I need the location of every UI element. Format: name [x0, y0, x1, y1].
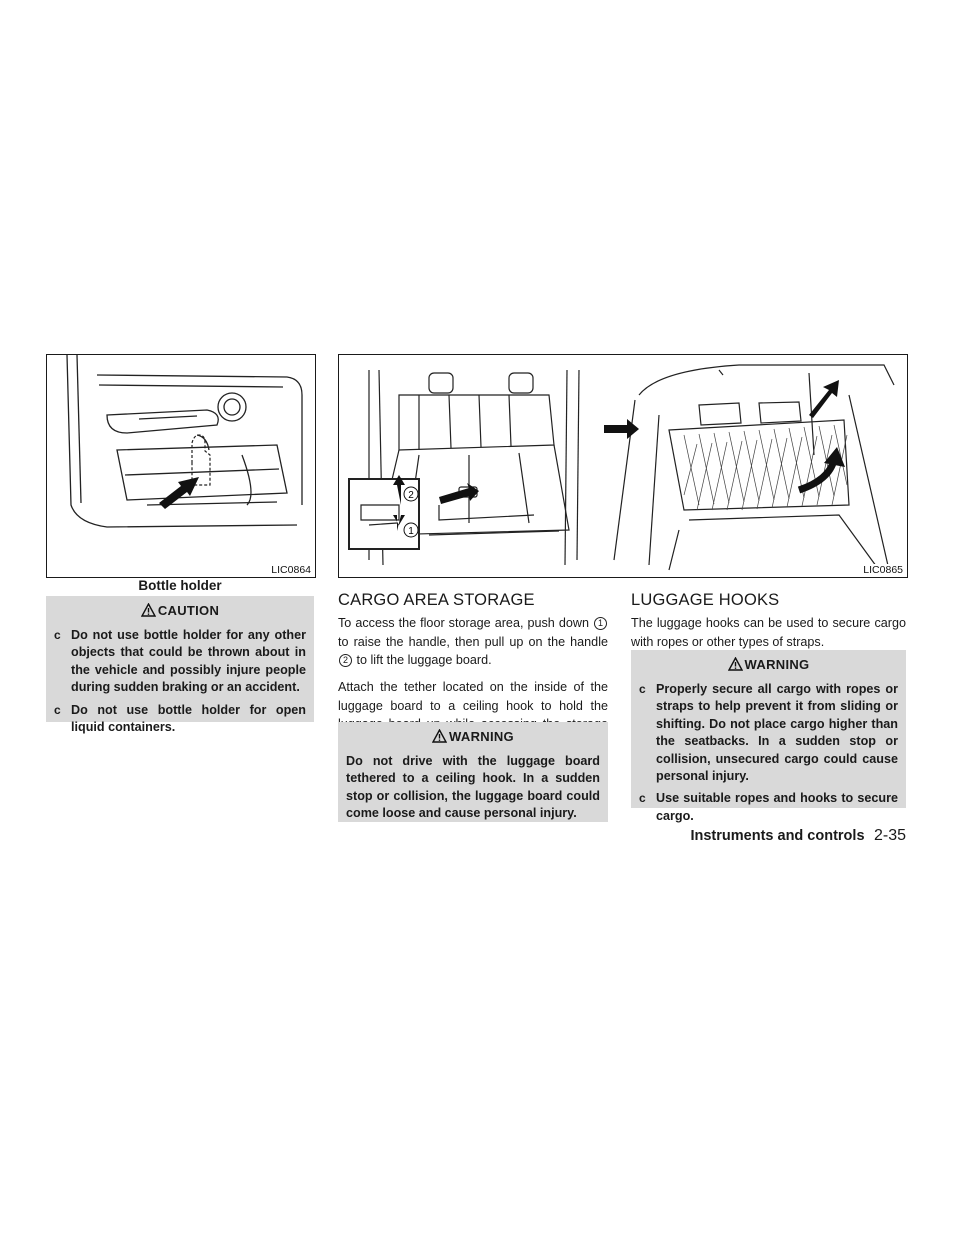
bullet-icon: c	[54, 702, 61, 717]
figure-code: LIC0864	[271, 564, 311, 576]
warning-triangle-icon	[432, 729, 447, 743]
cargo-heading: CARGO AREA STORAGE	[338, 591, 535, 609]
bullet-icon: c	[639, 682, 646, 696]
warning-triangle-icon	[141, 603, 156, 617]
page-footer	[631, 827, 906, 845]
bullet-icon: c	[54, 628, 61, 642]
callout-1: 1	[408, 526, 414, 537]
bullet-icon: c	[639, 791, 646, 806]
cargo-warning-text: Do not drive with the luggage board tethered to a ceiling hook. In a sudden stop or collision, the luggage board could come loose and cause personal injury.	[346, 754, 600, 821]
warning-triangle-icon	[728, 657, 743, 671]
cargo-warning-title-row	[338, 722, 608, 749]
luggage-warning-box	[631, 650, 906, 823]
caution-box	[46, 596, 314, 735]
cargo-area-illustration	[339, 355, 907, 577]
caution-title: CAUTION	[157, 603, 220, 618]
door-panel-illustration	[47, 355, 315, 577]
step-2-icon: 2	[339, 654, 352, 667]
luggage-paragraph: The luggage hooks can be used to secure cargo with ropes or other types of straps.	[631, 616, 906, 649]
step-1-icon: 1	[594, 617, 607, 630]
footer-section-title: Instruments and controls	[690, 828, 865, 844]
cargo-area-figure	[338, 354, 908, 578]
luggage-warning-body	[631, 677, 906, 840]
figure-code: LIC0865	[863, 564, 903, 576]
caution-item: c Do not use bottle holder for open liquid containers.	[54, 702, 306, 735]
figure-caption: Bottle holder	[138, 578, 222, 593]
luggage-warning-title: WARNING	[744, 657, 810, 672]
luggage-warning-item: c Properly secure all cargo with ropes or straps to help prevent it from sliding or shifting. Do not place cargo higher than the seatbacks. In a sudden stop or collision, unsecured cargo could cause personal injury.	[639, 682, 898, 784]
luggage-warning-item: c Use suitable ropes and hooks to secure cargo.	[639, 791, 898, 823]
caution-body	[46, 623, 314, 751]
caution-title-row	[46, 596, 314, 623]
luggage-heading: LUGGAGE HOOKS	[631, 591, 780, 609]
footer-page-number: 2-35	[873, 827, 906, 844]
caution-item: c Do not use bottle holder for any other objects that could be thrown about in the vehicle and possibly injure people during sudden braking or an accident.	[54, 628, 306, 695]
cargo-warning-box	[338, 722, 608, 822]
callout-2: 2	[408, 490, 414, 501]
cargo-paragraph-2: Attach the tether located on the inside of the luggage board to a ceiling hook to hold the	[338, 680, 608, 713]
luggage-warning-title-row	[631, 650, 906, 677]
cargo-warning-title: WARNING	[449, 729, 514, 744]
bottle-holder-figure	[46, 354, 316, 578]
cargo-paragraph-1: To access the floor storage area, push down 1 to raise the handle, then pull up on the handle 2 to lift the luggage board.	[338, 616, 608, 667]
